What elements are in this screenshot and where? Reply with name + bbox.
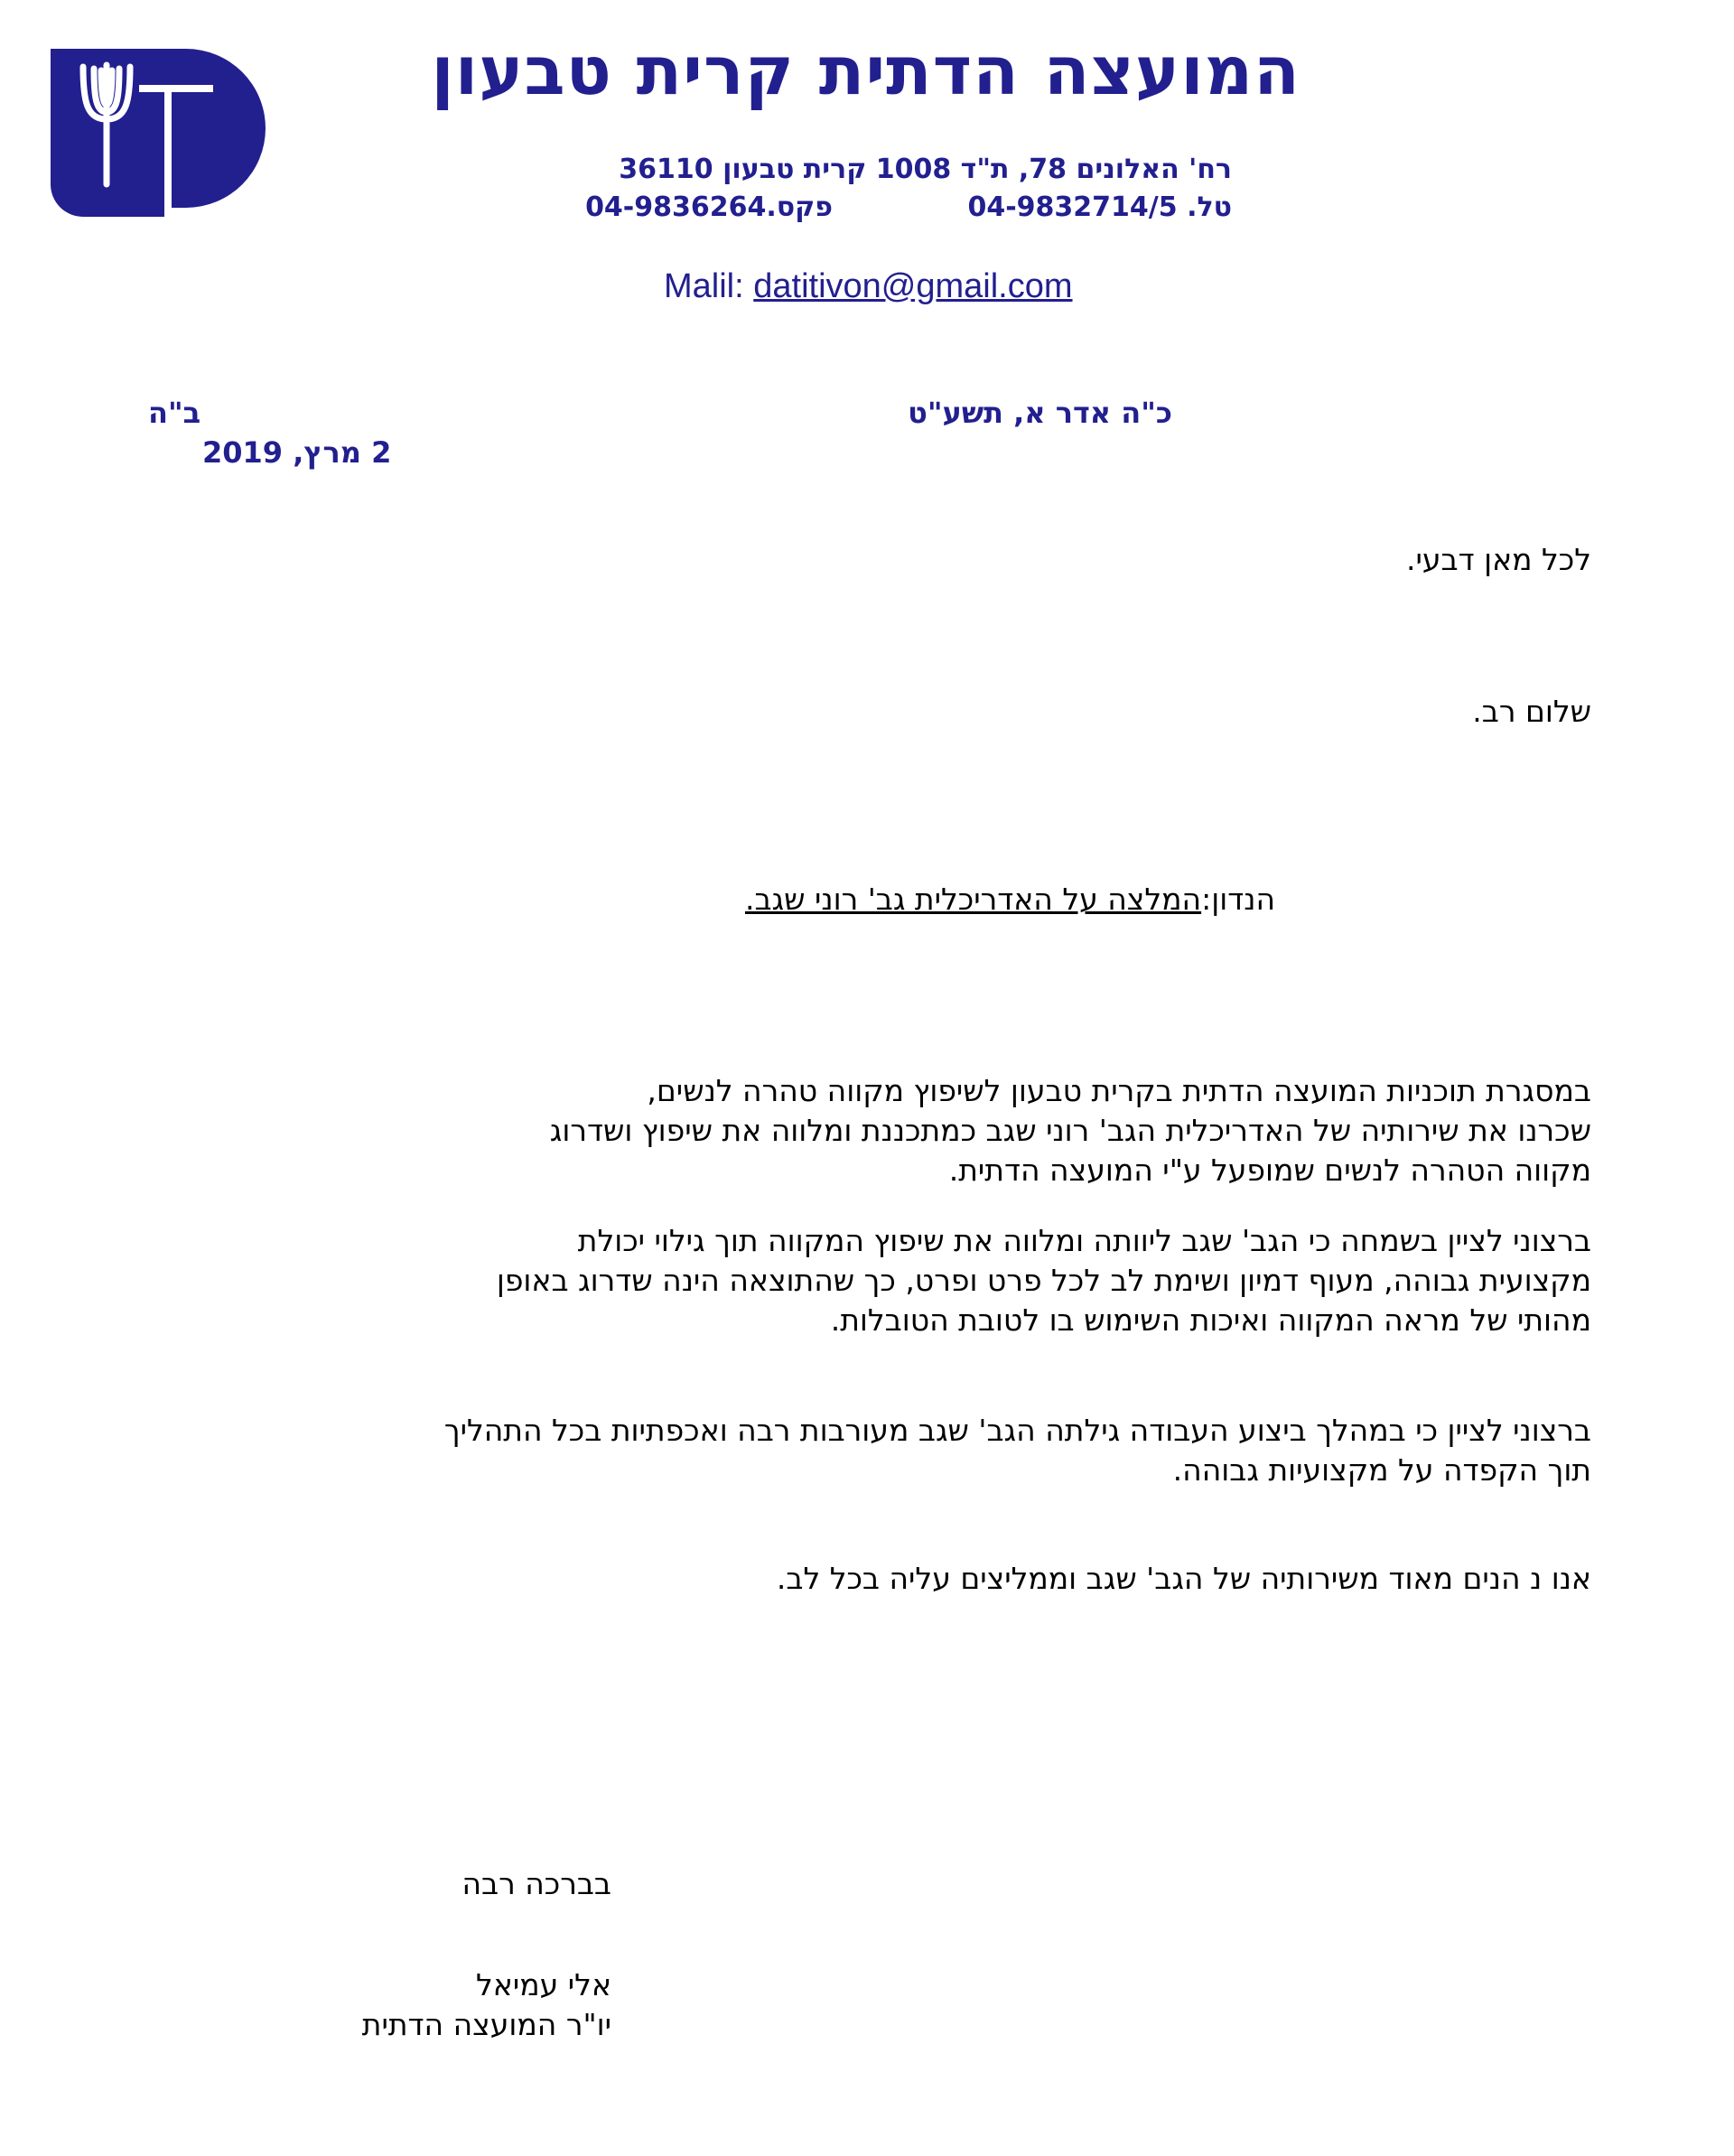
- org-name-title: המועצה הדתית קרית טבעון: [431, 33, 1300, 110]
- paragraph-3: [146, 1411, 1591, 1490]
- paragraph-4: [146, 1559, 1591, 1599]
- paragraph-line: ברצוני לציין בשמחה כי הגב' שגב ליוותה ומלווה את שיפוץ המקווה תוך גילוי יכולת: [577, 1223, 1591, 1258]
- menorah-logo-icon: [51, 49, 266, 217]
- paragraph-2: [146, 1221, 1591, 1340]
- paragraph-line: ברצוני לציין כי במהלך ביצוע העבודה גילתה הגב' שגב מעורבות רבה ואכפתיות בכל התהליך: [443, 1413, 1591, 1448]
- org-address: רח' האלונים 78, ת"ד 1008 קרית טבעון 36110: [619, 154, 1232, 185]
- signer-name: אלי עמיאל: [476, 1967, 611, 2002]
- signer-title: יו"ר המועצה הדתית: [361, 2007, 611, 2042]
- paragraph-line: אנו נ הנים מאוד משירותיה של הגב' שגב וממליצים עליה בכל לב.: [776, 1561, 1591, 1596]
- addressee-line: לכל מאן דבעי.: [1405, 542, 1591, 577]
- subject-prefix: הנדון:: [1201, 882, 1275, 917]
- email-link[interactable]: datitivon@gmail.com: [753, 267, 1073, 305]
- closing-line: בברכה רבה: [461, 1866, 611, 1901]
- paragraph-line: שכרנו את שירותיה של האדריכלית הגב' רוני שגב כמתכננת ומלווה את שיפוץ ושדרוג: [549, 1113, 1591, 1148]
- subject-line: [745, 882, 1275, 917]
- greeting-line: שלום רב.: [1472, 694, 1591, 729]
- paragraph-line: תוך הקפדה על מקצועיות גבוהה.: [1172, 1452, 1591, 1488]
- bh-mark: ב"ה: [148, 396, 201, 430]
- email-label: Malil:: [664, 267, 744, 305]
- paragraph-line: מקצועית גבוהה, מעוף דמיון ושימת לב לכל פרט ופרט, כך שהתוצאה הינה שדרוג באופן: [496, 1263, 1591, 1298]
- paragraph-line: במסגרת תוכניות המועצה הדתית בקרית טבעון לשיפוץ מקווה טהרה לנשים,: [647, 1073, 1591, 1108]
- subject-text: המלצה על האדריכלית גב' רוני שגב.: [744, 882, 1202, 917]
- paragraph-1: [146, 1071, 1591, 1190]
- paragraph-line: מהותי של מראה המקווה ואיכות השימוש בו לטובת הטובלות.: [830, 1302, 1591, 1338]
- hebrew-date: כ"ה אדר א, תשע"ט: [908, 396, 1172, 430]
- org-phone: טל. 04-9832714/5: [967, 191, 1232, 223]
- paragraph-line: מקווה הטהרה לנשים שמופעל ע"י המועצה הדתית.: [948, 1153, 1591, 1188]
- org-fax: פקס.04-9836264: [585, 191, 833, 223]
- gregorian-date: 2 מרץ, 2019: [202, 435, 392, 470]
- email-line: [664, 267, 1073, 306]
